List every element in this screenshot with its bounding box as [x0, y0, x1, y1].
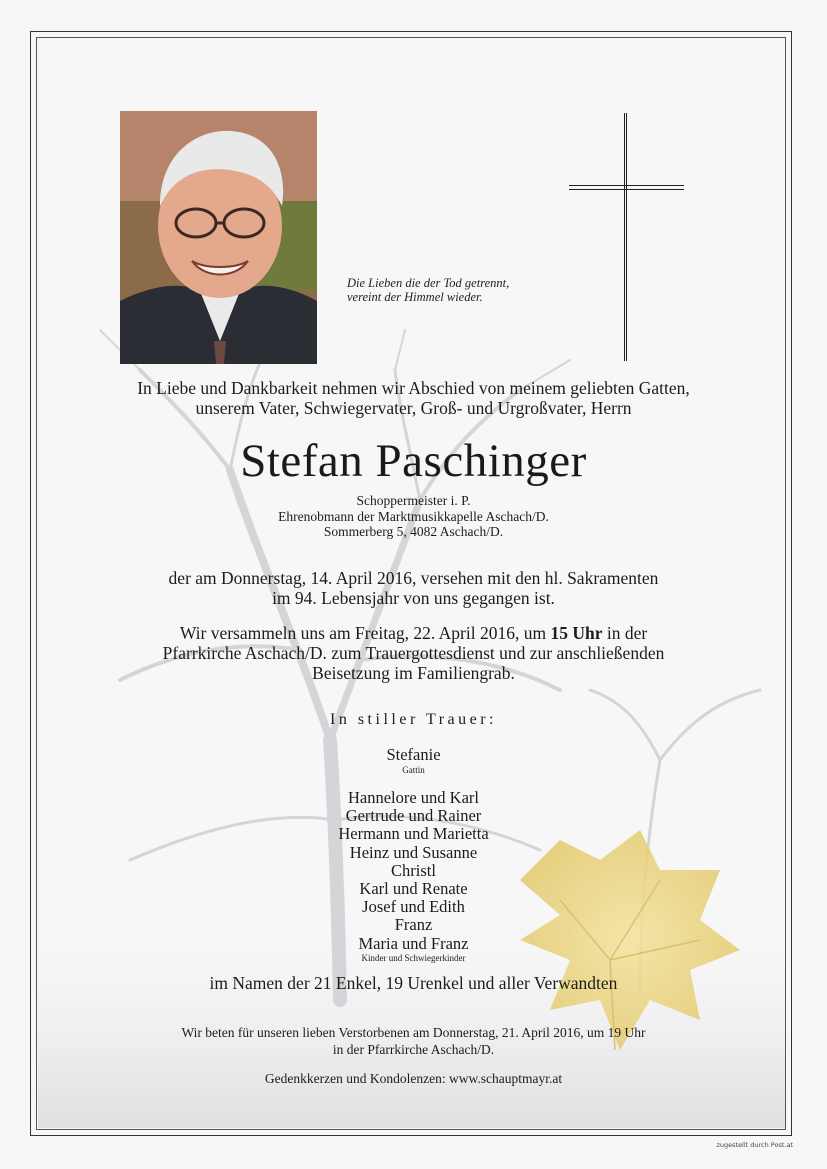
portrait-photo	[120, 111, 317, 364]
children-list	[60, 789, 767, 953]
death-line-1: der am Donnerstag, 14. April 2016, versehen mit den hl. Sakramenten	[168, 568, 659, 588]
service-line-1-post: in der	[602, 623, 648, 643]
spouse-name: Stefanie	[386, 745, 441, 764]
service-line-1	[60, 623, 767, 643]
deceased-address: Sommerberg 5, 4082 Aschach/D.	[323, 524, 504, 539]
prayer-line-1: Wir beten für unseren lieben Verstorbenen am Donnerstag, 21. April 2016, um 19 Uhr	[181, 1025, 646, 1040]
memorial-quote-line-1: Die Lieben die der Tod getrennt,	[347, 276, 510, 290]
list-item: Heinz und Susanne	[349, 842, 478, 862]
memorial-quote	[347, 276, 567, 304]
funeral-service-info	[60, 623, 767, 683]
cross-icon	[569, 113, 684, 361]
list-item: Gertrude und Rainer	[345, 806, 482, 826]
death-notice	[60, 568, 767, 608]
list-item: Hermann und Marietta	[338, 824, 489, 844]
mourners-heading: In stiller Trauer:	[330, 711, 497, 728]
memorial-quote-line-2: vereint der Himmel wieder.	[347, 290, 483, 304]
prayer-line-2: in der Pfarrkirche Aschach/D.	[332, 1041, 495, 1057]
service-line-1-pre: Wir versammeln uns am Freitag, 22. April 2016, um	[179, 623, 551, 643]
list-item: Christl	[391, 860, 436, 880]
service-line-2: Pfarrkirche Aschach/D. zum Trauergottesdienst und zur anschließenden	[162, 643, 665, 663]
postal-footer-note: zugestellt durch Post.at	[716, 1141, 793, 1149]
list-item: Franz	[394, 915, 433, 935]
list-item: Hannelore und Karl	[347, 788, 480, 807]
deceased-details	[60, 493, 767, 540]
deceased-title: Schoppermeister i. P.	[356, 493, 471, 508]
deceased-name: Stefan Paschinger	[240, 435, 587, 487]
intro-text	[60, 378, 767, 418]
intro-line-2: unserem Vater, Schwiegervater, Groß- und Urgroßvater, Herrn	[195, 398, 632, 418]
condolences-link: Gedenkkerzen und Kondolenzen: www.schauptmayr.at	[264, 1071, 563, 1086]
service-time: 15 Uhr	[550, 623, 603, 643]
death-line-2: im 94. Lebensjahr von uns gegangen ist.	[272, 588, 555, 608]
spouse-role: Gattin	[402, 765, 425, 775]
list-item: Maria und Franz	[358, 933, 469, 953]
service-line-3: Beisetzung im Familiengrab.	[312, 663, 515, 683]
deceased-honor: Ehrenobmann der Marktmusikkapelle Aschach/D.	[278, 508, 549, 524]
list-item: Josef und Edith	[362, 897, 465, 917]
grandchildren-line: im Namen der 21 Enkel, 19 Urenkel und aller Verwandten	[209, 973, 618, 993]
prayer-notice	[60, 1025, 767, 1058]
intro-line-1: In Liebe und Dankbarkeit nehmen wir Abschied von meinem geliebten Gatten,	[137, 378, 690, 398]
list-item: Karl und Renate	[359, 879, 468, 899]
children-role: Kinder und Schwiegerkinder	[361, 953, 466, 963]
